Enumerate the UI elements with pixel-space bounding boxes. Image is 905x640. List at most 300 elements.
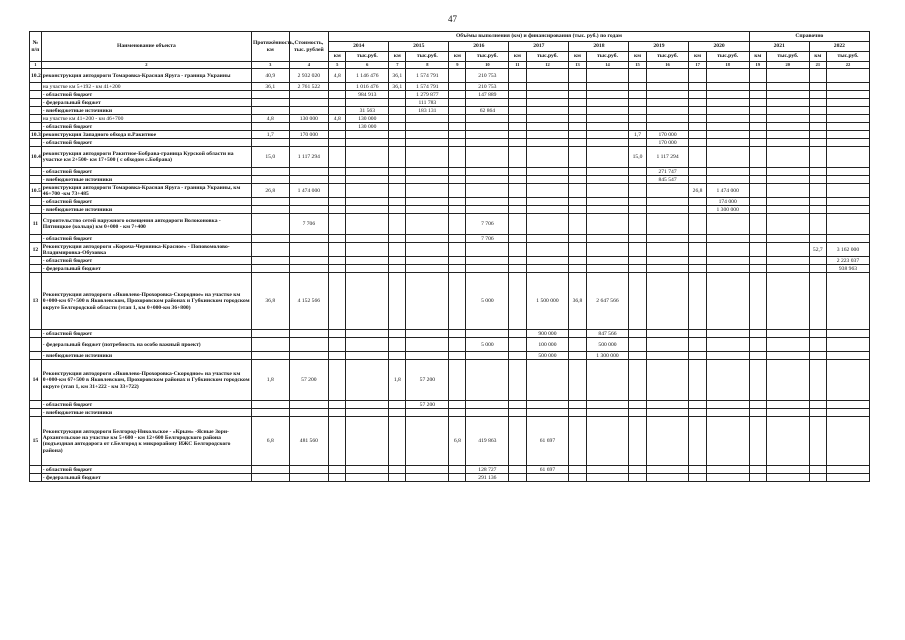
column-index-cell: 11 bbox=[509, 62, 526, 69]
table-row bbox=[30, 115, 870, 123]
rub-2019 bbox=[646, 214, 689, 235]
column-index-cell: 8 bbox=[406, 62, 449, 69]
total-cost bbox=[289, 99, 329, 107]
row-number bbox=[30, 265, 42, 273]
rub-2017 bbox=[526, 198, 569, 206]
rub-2017 bbox=[526, 206, 569, 214]
km-2017 bbox=[509, 265, 526, 273]
km-2022 bbox=[809, 99, 826, 107]
rub-2018 bbox=[586, 474, 629, 482]
year-header: 2016 bbox=[449, 42, 509, 52]
km-2018 bbox=[569, 184, 586, 198]
length-km bbox=[252, 265, 290, 273]
rub-2017 bbox=[526, 131, 569, 139]
unit-km-header: км bbox=[689, 52, 706, 62]
rub-2018 bbox=[586, 206, 629, 214]
rub-2020 bbox=[706, 352, 749, 360]
row-number: 10.5. bbox=[30, 184, 42, 198]
rub-2016: 5 000 bbox=[466, 338, 509, 352]
table-row bbox=[30, 466, 870, 474]
km-2019 bbox=[629, 265, 646, 273]
row-number bbox=[30, 474, 42, 482]
table-row bbox=[30, 474, 870, 482]
km-2020 bbox=[689, 69, 706, 83]
table-row bbox=[30, 184, 870, 198]
rub-2014: 1 146 476 bbox=[346, 69, 389, 83]
unit-rub-header: тыс.руб. bbox=[466, 52, 509, 62]
km-2015 bbox=[389, 176, 406, 184]
row-number bbox=[30, 83, 42, 91]
length-km: 1,7 bbox=[252, 131, 290, 139]
unit-km-header: км bbox=[569, 52, 586, 62]
km-2018 bbox=[569, 69, 586, 83]
rub-2020 bbox=[706, 107, 749, 115]
km-2018 bbox=[569, 265, 586, 273]
rub-2017 bbox=[526, 107, 569, 115]
km-2022: 52,7 bbox=[809, 243, 826, 257]
table-row bbox=[30, 139, 870, 147]
km-2021 bbox=[749, 243, 766, 257]
km-2014 bbox=[329, 338, 346, 352]
rub-2014 bbox=[346, 184, 389, 198]
rub-2020 bbox=[706, 474, 749, 482]
rub-2017 bbox=[526, 147, 569, 168]
rub-2019: 170 000 bbox=[646, 131, 689, 139]
km-2015 bbox=[389, 123, 406, 131]
km-2020 bbox=[689, 243, 706, 257]
rub-2019 bbox=[646, 123, 689, 131]
object-name: реконструкция автодороги Томаровка-Красная Яруга - граница Украины, км 46+700 -км 73+485 bbox=[41, 184, 251, 198]
km-2019 bbox=[629, 360, 646, 401]
km-2015 bbox=[389, 401, 406, 409]
km-2018 bbox=[569, 198, 586, 206]
km-2019 bbox=[629, 474, 646, 482]
column-index-cell: 1 bbox=[30, 62, 42, 69]
km-2018 bbox=[569, 139, 586, 147]
km-2015 bbox=[389, 91, 406, 99]
unit-rub-header: тыс.руб. bbox=[826, 52, 869, 62]
km-2016 bbox=[449, 243, 466, 257]
km-2019 bbox=[629, 338, 646, 352]
km-2021 bbox=[749, 330, 766, 338]
rub-2022 bbox=[826, 206, 869, 214]
total-cost bbox=[289, 91, 329, 99]
rub-2017 bbox=[526, 474, 569, 482]
km-2014 bbox=[329, 360, 346, 401]
km-2021 bbox=[749, 147, 766, 168]
rub-2020: 1 300 000 bbox=[706, 206, 749, 214]
rub-2014 bbox=[346, 243, 389, 257]
year-header: 2019 bbox=[629, 42, 689, 52]
object-name: Строительство сетей наружного освещения автодороги Волоконовка - Пятницкое (кольцо) км 0+000 - км 7+400 bbox=[41, 214, 251, 235]
km-2014 bbox=[329, 147, 346, 168]
length-km bbox=[252, 123, 290, 131]
year-header: 2022 bbox=[809, 42, 869, 52]
km-2022 bbox=[809, 107, 826, 115]
km-2018 bbox=[569, 99, 586, 107]
rub-2015 bbox=[406, 198, 449, 206]
km-2020 bbox=[689, 409, 706, 417]
km-2022 bbox=[809, 147, 826, 168]
length-km bbox=[252, 139, 290, 147]
km-2022 bbox=[809, 360, 826, 401]
km-2015 bbox=[389, 417, 406, 466]
rub-2019 bbox=[646, 352, 689, 360]
object-name: - федеральный бюджет bbox=[41, 474, 251, 482]
object-name: Реконструкция автодороги Белгород-Никольское - «Крым» -Ясные Зори-Архангельское на участке км 5+600 - км 12+600 Белгородского района (подъездная автодорога от г.Белгород к микрорайону ИЖС Белгородского района) bbox=[41, 417, 251, 466]
km-2021 bbox=[749, 474, 766, 482]
rub-2017 bbox=[526, 214, 569, 235]
rub-2014 bbox=[346, 257, 389, 265]
object-name: - областной бюджет bbox=[41, 168, 251, 176]
table-row bbox=[30, 198, 870, 206]
total-cost: 1 117 294 bbox=[289, 147, 329, 168]
km-2014 bbox=[329, 243, 346, 257]
km-2019 bbox=[629, 83, 646, 91]
object-name: - внебюджетные источники bbox=[41, 206, 251, 214]
rub-2021 bbox=[766, 409, 809, 417]
km-2016 bbox=[449, 273, 466, 330]
km-2020 bbox=[689, 107, 706, 115]
km-2019 bbox=[629, 214, 646, 235]
km-2018 bbox=[569, 168, 586, 176]
row-number: 15 bbox=[30, 417, 42, 466]
rub-2020 bbox=[706, 243, 749, 257]
rub-2015: 183 131 bbox=[406, 107, 449, 115]
km-2022 bbox=[809, 91, 826, 99]
km-2018 bbox=[569, 214, 586, 235]
km-2022 bbox=[809, 198, 826, 206]
km-2017 bbox=[509, 107, 526, 115]
rub-2017 bbox=[526, 360, 569, 401]
rub-2017 bbox=[526, 115, 569, 123]
km-2016 bbox=[449, 338, 466, 352]
unit-km-header: км bbox=[809, 52, 826, 62]
column-index-cell: 16 bbox=[646, 62, 689, 69]
rub-2021 bbox=[766, 168, 809, 176]
total-cost: 7 706 bbox=[289, 214, 329, 235]
km-2017 bbox=[509, 115, 526, 123]
rub-2014: 31 563 bbox=[346, 107, 389, 115]
rub-2014 bbox=[346, 409, 389, 417]
rub-2014 bbox=[346, 401, 389, 409]
rub-2015 bbox=[406, 466, 449, 474]
rub-2021 bbox=[766, 147, 809, 168]
km-2020 bbox=[689, 176, 706, 184]
km-2014: 4,8 bbox=[329, 115, 346, 123]
rub-2019 bbox=[646, 330, 689, 338]
rub-2022 bbox=[826, 147, 869, 168]
km-2016 bbox=[449, 147, 466, 168]
rub-2014 bbox=[346, 360, 389, 401]
rub-2015 bbox=[406, 330, 449, 338]
rub-2014: 130 000 bbox=[346, 115, 389, 123]
column-index-cell: 9 bbox=[449, 62, 466, 69]
km-2022 bbox=[809, 330, 826, 338]
km-2018 bbox=[569, 131, 586, 139]
length-km: 40,9 bbox=[252, 69, 290, 83]
total-cost: 130 000 bbox=[289, 115, 329, 123]
km-2021 bbox=[749, 198, 766, 206]
rub-2017: 1 500 000 bbox=[526, 273, 569, 330]
rub-2021 bbox=[766, 257, 809, 265]
km-2022 bbox=[809, 265, 826, 273]
km-2022 bbox=[809, 123, 826, 131]
rub-2021 bbox=[766, 330, 809, 338]
rub-2021 bbox=[766, 265, 809, 273]
km-2020 bbox=[689, 198, 706, 206]
object-name: на участке км 41+200 - км 46+700 bbox=[41, 115, 251, 123]
rub-2020 bbox=[706, 83, 749, 91]
rub-2022 bbox=[826, 123, 869, 131]
km-2021 bbox=[749, 184, 766, 198]
rub-2020 bbox=[706, 330, 749, 338]
rub-2018 bbox=[586, 69, 629, 83]
km-2016 bbox=[449, 330, 466, 338]
km-2014 bbox=[329, 176, 346, 184]
km-2018 bbox=[569, 91, 586, 99]
rub-2014 bbox=[346, 131, 389, 139]
km-2014 bbox=[329, 409, 346, 417]
table-row bbox=[30, 83, 870, 91]
km-2015 bbox=[389, 198, 406, 206]
km-2015 bbox=[389, 139, 406, 147]
rub-2015: 111 783 bbox=[406, 99, 449, 107]
km-2014 bbox=[329, 83, 346, 91]
object-name: - областной бюджет bbox=[41, 91, 251, 99]
column-index-cell: 22 bbox=[826, 62, 869, 69]
row-number bbox=[30, 466, 42, 474]
km-2015 bbox=[389, 474, 406, 482]
rub-2016 bbox=[466, 409, 509, 417]
km-2017 bbox=[509, 168, 526, 176]
rub-2022 bbox=[826, 168, 869, 176]
km-2015 bbox=[389, 147, 406, 168]
row-number bbox=[30, 409, 42, 417]
row-number bbox=[30, 168, 42, 176]
km-2017 bbox=[509, 338, 526, 352]
km-2020 bbox=[689, 273, 706, 330]
km-2018 bbox=[569, 257, 586, 265]
table-row bbox=[30, 91, 870, 99]
rub-2022 bbox=[826, 409, 869, 417]
km-2021 bbox=[749, 273, 766, 330]
rub-2016 bbox=[466, 139, 509, 147]
km-2020 bbox=[689, 91, 706, 99]
object-name: реконструкция автодороги Томаровка-Красная Яруга - граница Украины bbox=[41, 69, 251, 83]
km-2019 bbox=[629, 198, 646, 206]
row-number bbox=[30, 257, 42, 265]
row-number bbox=[30, 198, 42, 206]
km-2016 bbox=[449, 115, 466, 123]
km-2021 bbox=[749, 409, 766, 417]
rub-2016 bbox=[466, 184, 509, 198]
rub-2022 bbox=[826, 139, 869, 147]
rub-2021 bbox=[766, 107, 809, 115]
rub-2019 bbox=[646, 235, 689, 243]
km-2019 bbox=[629, 107, 646, 115]
total-cost bbox=[289, 474, 329, 482]
km-2020 bbox=[689, 265, 706, 273]
km-2015 bbox=[389, 273, 406, 330]
rub-2022 bbox=[826, 417, 869, 466]
rub-2015: 1 574 791 bbox=[406, 69, 449, 83]
total-cost bbox=[289, 123, 329, 131]
km-2017 bbox=[509, 401, 526, 409]
rub-2019 bbox=[646, 360, 689, 401]
km-2014 bbox=[329, 131, 346, 139]
rub-2017 bbox=[526, 91, 569, 99]
rub-2017: 61 697 bbox=[526, 417, 569, 466]
km-2021 bbox=[749, 235, 766, 243]
table-row bbox=[30, 176, 870, 184]
rub-2022: 2 223 037 bbox=[826, 257, 869, 265]
rub-2017: 100 000 bbox=[526, 338, 569, 352]
rub-2020 bbox=[706, 176, 749, 184]
rub-2019 bbox=[646, 107, 689, 115]
rub-2017 bbox=[526, 123, 569, 131]
rub-2016 bbox=[466, 168, 509, 176]
km-2016: 6,8 bbox=[449, 417, 466, 466]
rub-2017 bbox=[526, 176, 569, 184]
km-2022 bbox=[809, 168, 826, 176]
km-2019 bbox=[629, 257, 646, 265]
rub-2022: 3 162 000 bbox=[826, 243, 869, 257]
rub-2014 bbox=[346, 466, 389, 474]
length-km bbox=[252, 91, 290, 99]
km-2020 bbox=[689, 115, 706, 123]
rub-2018 bbox=[586, 257, 629, 265]
km-2022 bbox=[809, 131, 826, 139]
rub-2021 bbox=[766, 273, 809, 330]
rub-2020 bbox=[706, 123, 749, 131]
rub-2021 bbox=[766, 214, 809, 235]
unit-rub-header: тыс.руб. bbox=[766, 52, 809, 62]
km-2019 bbox=[629, 99, 646, 107]
km-2021 bbox=[749, 176, 766, 184]
km-2021 bbox=[749, 131, 766, 139]
rub-2016: 419 863 bbox=[466, 417, 509, 466]
km-2015 bbox=[389, 214, 406, 235]
rub-2019 bbox=[646, 69, 689, 83]
rub-2017: 61 697 bbox=[526, 466, 569, 474]
rub-2018: 1 300 000 bbox=[586, 352, 629, 360]
rub-2017 bbox=[526, 401, 569, 409]
rub-2017 bbox=[526, 69, 569, 83]
length-km: 15,0 bbox=[252, 147, 290, 168]
rub-2016 bbox=[466, 360, 509, 401]
rub-2021 bbox=[766, 401, 809, 409]
total-cost bbox=[289, 206, 329, 214]
total-cost: 57 200 bbox=[289, 360, 329, 401]
rub-2014 bbox=[346, 198, 389, 206]
km-2020 bbox=[689, 352, 706, 360]
rub-2022 bbox=[826, 338, 869, 352]
table-row bbox=[30, 243, 870, 257]
km-2022 bbox=[809, 474, 826, 482]
rub-2022 bbox=[826, 176, 869, 184]
total-cost bbox=[289, 330, 329, 338]
rub-2021 bbox=[766, 83, 809, 91]
row-number bbox=[30, 99, 42, 107]
rub-2019 bbox=[646, 466, 689, 474]
km-2015 bbox=[389, 99, 406, 107]
km-2016 bbox=[449, 409, 466, 417]
rub-2015: 1 574 791 bbox=[406, 83, 449, 91]
header-volumes: Объёмы выполнения (км) и финансирования (тыс. руб.) по годам bbox=[329, 32, 750, 42]
km-2018 bbox=[569, 474, 586, 482]
unit-rub-header: тыс.руб. bbox=[646, 52, 689, 62]
length-km bbox=[252, 401, 290, 409]
rub-2018 bbox=[586, 214, 629, 235]
km-2015: 36,1 bbox=[389, 69, 406, 83]
rub-2016 bbox=[466, 265, 509, 273]
km-2018 bbox=[569, 352, 586, 360]
km-2019 bbox=[629, 168, 646, 176]
length-km: 4,8 bbox=[252, 115, 290, 123]
km-2017 bbox=[509, 474, 526, 482]
km-2022 bbox=[809, 352, 826, 360]
km-2022 bbox=[809, 409, 826, 417]
km-2014 bbox=[329, 214, 346, 235]
km-2017 bbox=[509, 123, 526, 131]
rub-2019 bbox=[646, 401, 689, 409]
rub-2022 bbox=[826, 235, 869, 243]
km-2018 bbox=[569, 330, 586, 338]
km-2014: 4,8 bbox=[329, 69, 346, 83]
rub-2016 bbox=[466, 330, 509, 338]
km-2020 bbox=[689, 474, 706, 482]
rub-2019: 1 117 294 bbox=[646, 147, 689, 168]
rub-2021 bbox=[766, 99, 809, 107]
km-2018 bbox=[569, 107, 586, 115]
length-km bbox=[252, 99, 290, 107]
table-row bbox=[30, 69, 870, 83]
rub-2018 bbox=[586, 176, 629, 184]
km-2022 bbox=[809, 273, 826, 330]
km-2016 bbox=[449, 235, 466, 243]
rub-2020 bbox=[706, 235, 749, 243]
total-cost bbox=[289, 139, 329, 147]
km-2016 bbox=[449, 198, 466, 206]
object-name: - федеральный бюджет bbox=[41, 99, 251, 107]
km-2019 bbox=[629, 184, 646, 198]
rub-2022 bbox=[826, 401, 869, 409]
object-name: - областной бюджет bbox=[41, 123, 251, 131]
rub-2016 bbox=[466, 401, 509, 409]
km-2014 bbox=[329, 235, 346, 243]
rub-2021 bbox=[766, 139, 809, 147]
km-2018 bbox=[569, 123, 586, 131]
rub-2015 bbox=[406, 273, 449, 330]
object-name: Реконструкция автодороги «Яковлево-Прохоровка-Скородное» на участке км 0+000-км 67+500 в Яковлевском, Прохоровском районах и Губкинском городском округе (этап 1, км 31+222 - км 33+722) bbox=[41, 360, 251, 401]
object-name: реконструкция Западного обхода п.Ракитное bbox=[41, 131, 251, 139]
km-2015 bbox=[389, 330, 406, 338]
km-2016 bbox=[449, 474, 466, 482]
rub-2021 bbox=[766, 115, 809, 123]
row-number bbox=[30, 107, 42, 115]
unit-km-header: км bbox=[389, 52, 406, 62]
km-2017 bbox=[509, 176, 526, 184]
rub-2016 bbox=[466, 131, 509, 139]
rub-2015 bbox=[406, 123, 449, 131]
unit-rub-header: тыс.руб. bbox=[706, 52, 749, 62]
rub-2016 bbox=[466, 257, 509, 265]
rub-2014 bbox=[346, 214, 389, 235]
km-2015 bbox=[389, 131, 406, 139]
rub-2019 bbox=[646, 257, 689, 265]
km-2015 bbox=[389, 206, 406, 214]
